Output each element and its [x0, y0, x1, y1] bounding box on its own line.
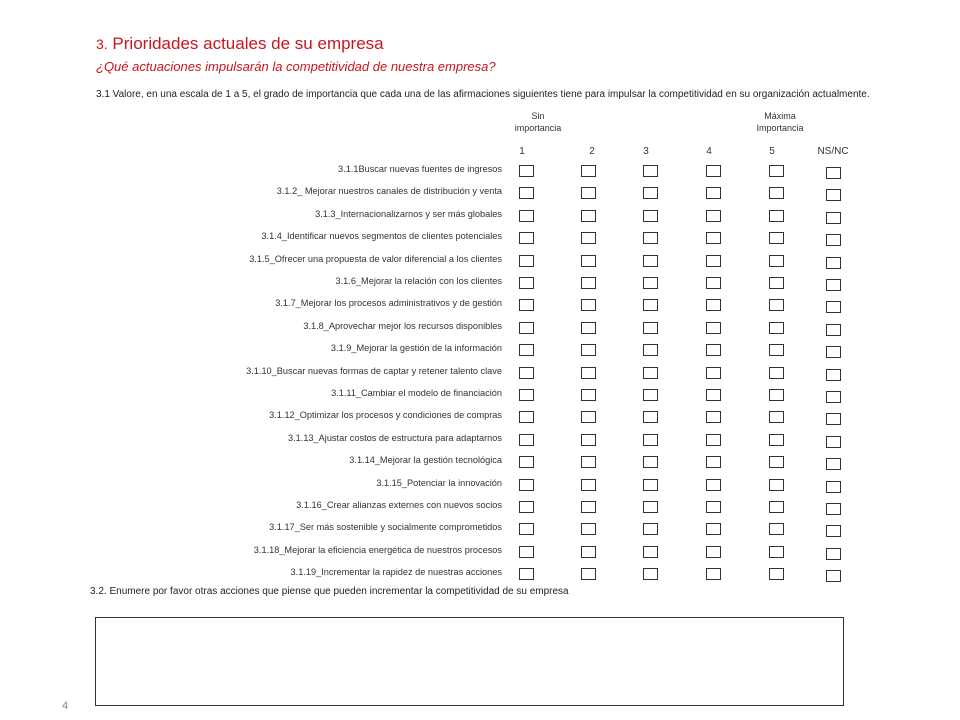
item-label: 3.1.14_Mejorar la gestión tecnológica — [349, 455, 502, 465]
rating-checkbox[interactable] — [826, 548, 841, 560]
item-label: 3.1.13_Ajustar costos de estructura para adaptarnos — [288, 433, 502, 443]
rating-checkbox[interactable] — [706, 322, 721, 334]
rating-checkbox[interactable] — [826, 346, 841, 358]
item-label: 3.1.17_Ser más sostenible y socialmente comprometidos — [269, 522, 502, 532]
item-label: 3.1.7_Mejorar los procesos administrativos y de gestión — [275, 298, 502, 308]
rating-checkbox[interactable] — [706, 501, 721, 513]
rating-checkbox[interactable] — [706, 210, 721, 222]
rating-checkbox[interactable] — [706, 479, 721, 491]
rating-checkbox[interactable] — [769, 456, 784, 468]
rating-checkbox[interactable] — [581, 434, 596, 446]
rating-checkbox[interactable] — [826, 301, 841, 313]
question-instructions: 3.1 Valore, en una escala de 1 a 5, el grado de importancia que cada una de las afirmaciones siguientes tiene para impulsar la competitividad en su organización actualmente. — [96, 89, 870, 100]
rating-checkbox[interactable] — [769, 187, 784, 199]
rating-checkbox[interactable] — [581, 322, 596, 334]
rating-checkbox[interactable] — [826, 257, 841, 269]
section-title-text: Prioridades actuales de su empresa — [112, 34, 384, 53]
rating-checkbox[interactable] — [769, 434, 784, 446]
scale-high-line1: Máxima — [764, 111, 796, 121]
open-answer-field[interactable] — [95, 617, 844, 706]
rating-checkbox[interactable] — [519, 389, 534, 401]
rating-checkbox[interactable] — [519, 232, 534, 244]
scale-column-2: 2 — [589, 146, 595, 157]
rating-checkbox[interactable] — [519, 501, 534, 513]
rating-checkbox[interactable] — [826, 481, 841, 493]
rating-checkbox[interactable] — [643, 523, 658, 535]
rating-checkbox[interactable] — [581, 501, 596, 513]
item-label: 3.1.2_ Mejorar nuestros canales de distribución y venta — [276, 186, 502, 196]
item-label: 3.1.19_Incrementar la rapidez de nuestras acciones — [290, 567, 502, 577]
scale-low-label — [503, 110, 573, 134]
rating-checkbox[interactable] — [643, 479, 658, 491]
rating-checkbox[interactable] — [643, 501, 658, 513]
rating-checkbox[interactable] — [769, 322, 784, 334]
item-label: 3.1.16_Crear alianzas externes con nuevos socios — [296, 500, 502, 510]
rating-checkbox[interactable] — [519, 456, 534, 468]
rating-checkbox[interactable] — [769, 479, 784, 491]
rating-checkbox[interactable] — [643, 389, 658, 401]
rating-checkbox[interactable] — [643, 367, 658, 379]
rating-checkbox[interactable] — [643, 322, 658, 334]
rating-checkbox[interactable] — [769, 411, 784, 423]
rating-checkbox[interactable] — [769, 389, 784, 401]
rating-checkbox[interactable] — [519, 210, 534, 222]
rating-checkbox[interactable] — [581, 568, 596, 580]
rating-checkbox[interactable] — [706, 389, 721, 401]
rating-checkbox[interactable] — [643, 299, 658, 311]
rating-checkbox[interactable] — [706, 546, 721, 558]
rating-checkbox[interactable] — [643, 344, 658, 356]
rating-checkbox[interactable] — [769, 232, 784, 244]
item-label: 3.1.9_Mejorar la gestión de la información — [330, 343, 502, 353]
rating-checkbox[interactable] — [643, 456, 658, 468]
rating-checkbox[interactable] — [769, 255, 784, 267]
item-label: 3.1.5_Ofrecer una propuesta de valor diferencial a los clientes — [249, 254, 502, 264]
rating-checkbox[interactable] — [826, 167, 841, 179]
scale-column-6: NS/NC — [817, 146, 849, 157]
rating-checkbox[interactable] — [769, 546, 784, 558]
item-label: 3.1.6_Mejorar la relación con los clientes — [335, 276, 502, 286]
rating-checkbox[interactable] — [519, 546, 534, 558]
item-label: 3.1.4_Identificar nuevos segmentos de clientes potenciales — [261, 231, 502, 241]
rating-checkbox[interactable] — [643, 277, 658, 289]
rating-checkbox[interactable] — [769, 501, 784, 513]
rating-checkbox[interactable] — [581, 165, 596, 177]
item-label: 3.1.1Buscar nuevas fuentes de ingresos — [338, 164, 502, 174]
rating-checkbox[interactable] — [706, 165, 721, 177]
rating-checkbox[interactable] — [581, 389, 596, 401]
rating-checkbox[interactable] — [769, 367, 784, 379]
rating-checkbox[interactable] — [519, 523, 534, 535]
rating-checkbox[interactable] — [519, 411, 534, 423]
rating-checkbox[interactable] — [519, 434, 534, 446]
rating-checkbox[interactable] — [519, 479, 534, 491]
rating-checkbox[interactable] — [643, 568, 658, 580]
rating-checkbox[interactable] — [519, 277, 534, 289]
rating-checkbox[interactable] — [826, 413, 841, 425]
rating-checkbox[interactable] — [769, 568, 784, 580]
rating-checkbox[interactable] — [706, 232, 721, 244]
rating-checkbox[interactable] — [706, 344, 721, 356]
section-number: 3. — [96, 36, 108, 52]
scale-low-line2: importancia — [514, 123, 562, 133]
rating-checkbox[interactable] — [643, 187, 658, 199]
rating-checkbox[interactable] — [826, 570, 841, 582]
rating-checkbox[interactable] — [706, 523, 721, 535]
rating-checkbox[interactable] — [826, 503, 841, 515]
rating-checkbox[interactable] — [769, 210, 784, 222]
rating-checkbox[interactable] — [581, 277, 596, 289]
scale-column-3: 3 — [643, 146, 649, 157]
rating-checkbox[interactable] — [581, 411, 596, 423]
rating-checkbox[interactable] — [643, 411, 658, 423]
rating-checkbox[interactable] — [581, 299, 596, 311]
rating-checkbox[interactable] — [581, 255, 596, 267]
rating-checkbox[interactable] — [519, 299, 534, 311]
rating-checkbox[interactable] — [706, 367, 721, 379]
rating-checkbox[interactable] — [706, 277, 721, 289]
rating-checkbox[interactable] — [826, 324, 841, 336]
scale-column-5: 5 — [769, 146, 775, 157]
rating-checkbox[interactable] — [643, 165, 658, 177]
rating-checkbox[interactable] — [706, 299, 721, 311]
item-label: 3.1.18_Mejorar la eficiencia energética de nuestros procesos — [253, 545, 502, 555]
scale-high-label — [740, 110, 820, 134]
rating-checkbox[interactable] — [643, 232, 658, 244]
item-label: 3.1.10_Buscar nuevas formas de captar y retener talento clave — [246, 366, 502, 376]
rating-checkbox[interactable] — [643, 210, 658, 222]
rating-checkbox[interactable] — [706, 255, 721, 267]
rating-checkbox[interactable] — [581, 479, 596, 491]
rating-checkbox[interactable] — [826, 525, 841, 537]
item-label: 3.1.12_Optimizar los procesos y condiciones de compras — [269, 410, 502, 420]
rating-checkbox[interactable] — [826, 436, 841, 448]
rating-checkbox[interactable] — [581, 344, 596, 356]
rating-checkbox[interactable] — [706, 434, 721, 446]
rating-checkbox[interactable] — [581, 210, 596, 222]
rating-checkbox[interactable] — [826, 369, 841, 381]
rating-checkbox[interactable] — [826, 234, 841, 246]
rating-checkbox[interactable] — [519, 367, 534, 379]
rating-checkbox[interactable] — [581, 546, 596, 558]
rating-checkbox[interactable] — [519, 322, 534, 334]
rating-checkbox[interactable] — [769, 165, 784, 177]
page-number: 4 — [62, 700, 69, 712]
scale-column-1: 1 — [519, 146, 525, 157]
rating-checkbox[interactable] — [643, 255, 658, 267]
rating-checkbox[interactable] — [519, 255, 534, 267]
rating-checkbox[interactable] — [519, 165, 534, 177]
rating-checkbox[interactable] — [581, 187, 596, 199]
item-label: 3.1.11_Cambiar el modelo de financiación — [331, 388, 502, 398]
item-label: 3.1.8_Aprovechar mejor los recursos disponibles — [303, 321, 502, 331]
rating-checkbox[interactable] — [826, 212, 841, 224]
rating-checkbox[interactable] — [519, 568, 534, 580]
rating-checkbox[interactable] — [826, 458, 841, 470]
scale-low-line1: Sin — [531, 111, 545, 121]
rating-checkbox[interactable] — [769, 344, 784, 356]
scale-column-4: 4 — [706, 146, 712, 157]
rating-checkbox[interactable] — [706, 411, 721, 423]
rating-checkbox[interactable] — [706, 456, 721, 468]
rating-checkbox[interactable] — [706, 568, 721, 580]
rating-checkbox[interactable] — [826, 391, 841, 403]
question-3-2: 3.2. Enumere por favor otras acciones que piense que pueden incrementar la competitividad de su empresa — [90, 586, 569, 597]
rating-checkbox[interactable] — [643, 546, 658, 558]
scale-high-line2: Importancia — [756, 123, 804, 133]
rating-checkbox[interactable] — [826, 189, 841, 201]
rating-checkbox[interactable] — [581, 456, 596, 468]
rating-checkbox[interactable] — [581, 367, 596, 379]
rating-checkbox[interactable] — [769, 523, 784, 535]
rating-checkbox[interactable] — [643, 434, 658, 446]
rating-checkbox[interactable] — [519, 344, 534, 356]
rating-checkbox[interactable] — [581, 523, 596, 535]
rating-checkbox[interactable] — [769, 277, 784, 289]
section-subtitle: ¿Qué actuaciones impulsarán la competitividad de nuestra empresa? — [96, 59, 496, 74]
section-title — [96, 34, 384, 54]
rating-checkbox[interactable] — [519, 187, 534, 199]
rating-checkbox[interactable] — [826, 279, 841, 291]
rating-checkbox[interactable] — [769, 299, 784, 311]
item-label: 3.1.3_Internacionalizarnos y ser más globales — [315, 209, 502, 219]
rating-checkbox[interactable] — [706, 187, 721, 199]
rating-checkbox[interactable] — [581, 232, 596, 244]
item-label: 3.1.15_Potenciar la innovación — [376, 478, 502, 488]
